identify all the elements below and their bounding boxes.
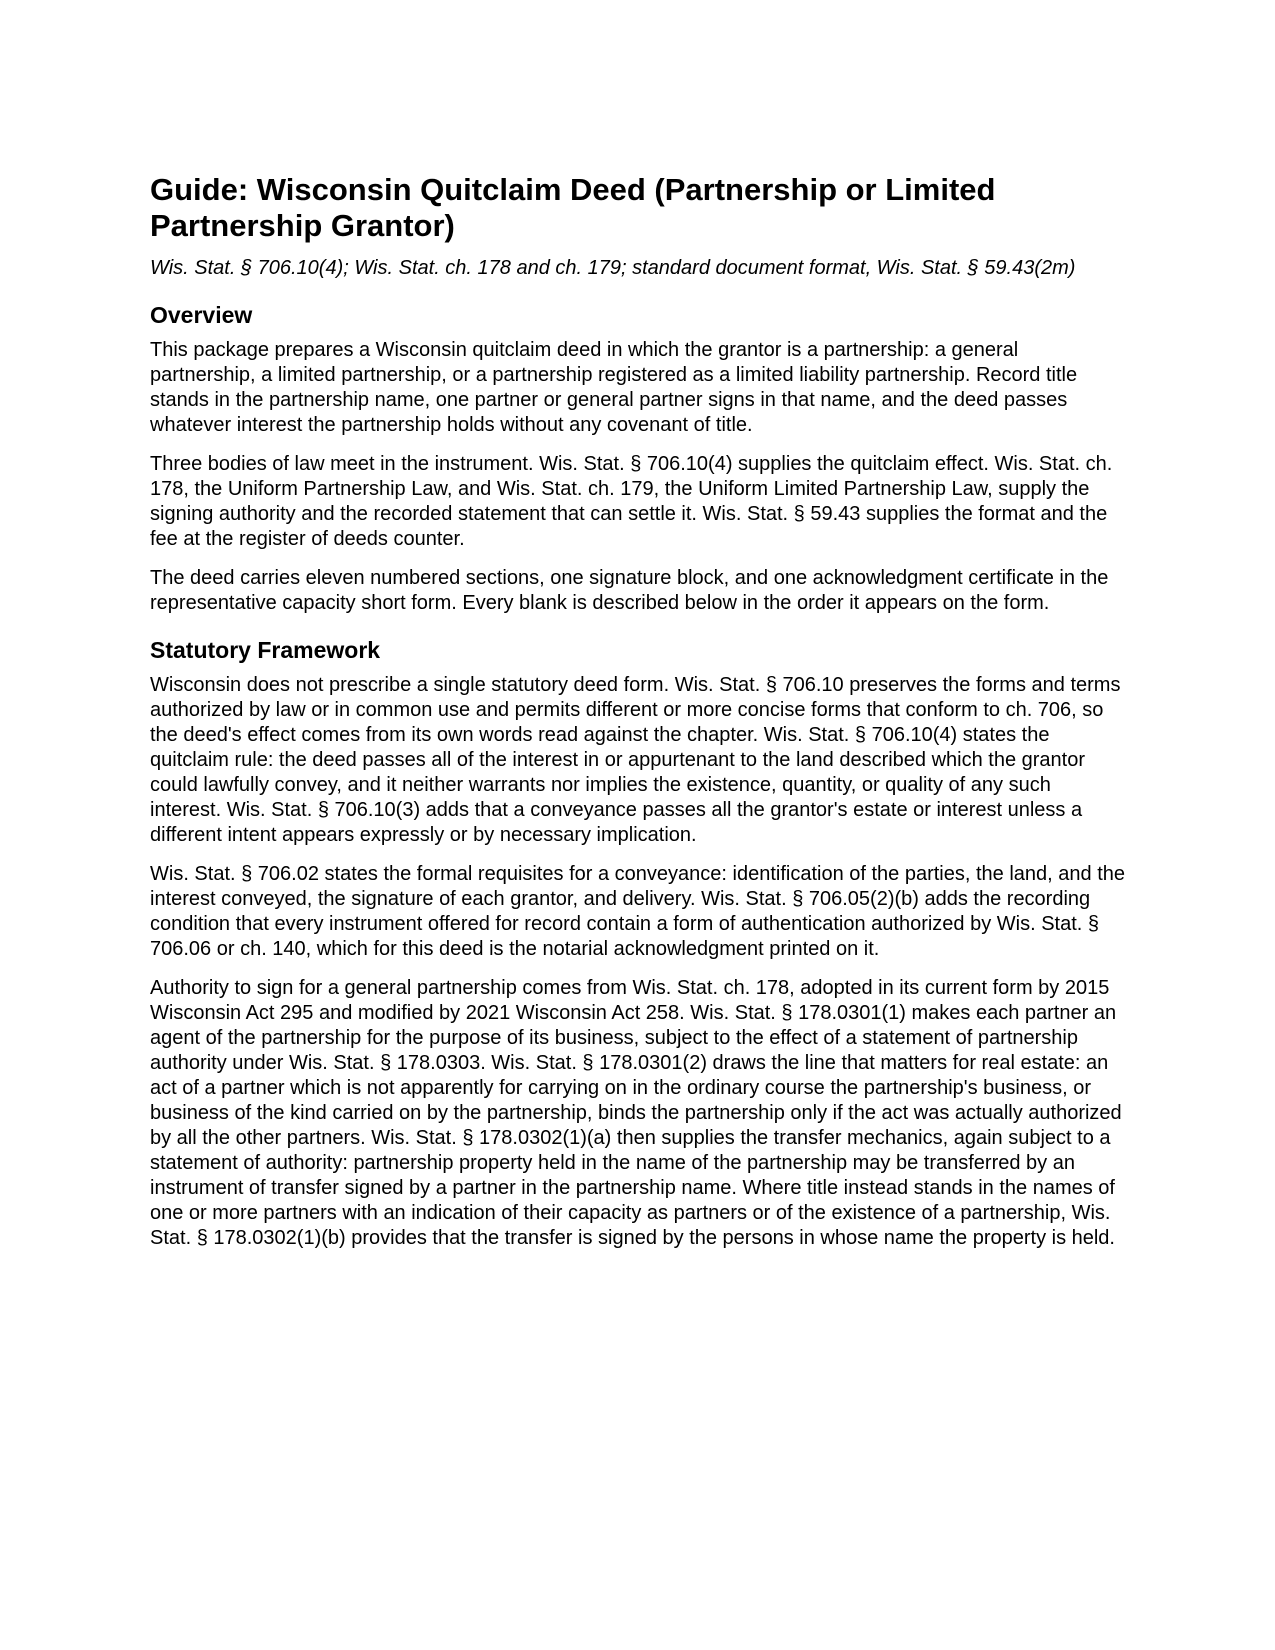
section-overview: [150, 301, 1125, 616]
statute-citation-subtitle: Wis. Stat. § 706.10(4); Wis. Stat. ch. 178 and ch. 179; standard document format, Wis. Stat. § 59.43(2m): [150, 257, 1076, 279]
paragraph: Authority to sign for a general partnership comes from Wis. Stat. ch. 178, adopted in its current form by 2015 Wisconsin Act 295 and modified by 2021 Wisconsin Act 258. Wis. Stat. § 178.0301(1) makes each partner an agent of the partnership for the purpose of its business, subject to the effect of a statement of partnership authority under Wis. Stat. § 178.0303. Wis. Stat. § 178.0301(2) draws the line that matters for real estate: an act of a partner which is not apparently for carrying on in the ordinary course the partnership's business, or business of the kind carried on by the partnership, binds the partnership only if the act was actually authorized by all the other partners. Wis. Stat. § 178.0302(1)(a) then supplies the transfer mechanics, again subject to a statement of authority: partnership property held in the name of the partnership may be transferred by an instrument of transfer signed by a partner in the partnership name. Where title instead stands in the names of one or more partners with an indication of their capacity as partners or of the existence of a partnership, Wis. Stat. § 178.0302(1)(b) provides that the transfer is signed by the persons in whose name the property is held.: [150, 977, 1122, 1249]
section-heading: Overview: [150, 302, 253, 328]
document-title: Guide: Wisconsin Quitclaim Deed (Partnership or Limited Partnership Grantor): [150, 172, 996, 243]
section-statutory-framework: [150, 636, 1125, 1251]
document-page: [150, 172, 1125, 1271]
paragraph: This package prepares a Wisconsin quitclaim deed in which the grantor is a partnership: a general partnership, a limited partnership, or a partnership registered as a limited liability partnership. Record title stands in the partnership name, one partner or general partner signs in that name, and the deed passes whatever interest the partnership holds without any covenant of title.: [150, 339, 1078, 436]
paragraph: Wis. Stat. § 706.02 states the formal requisites for a conveyance: identification of the parties, the land, and the interest conveyed, the signature of each grantor, and delivery. Wis. Stat. § 706.05(2)(b) adds the recording condition that every instrument offered for record contain a form of authentication authorized by Wis. Stat. § 706.06 or ch. 140, which for this deed is the notarial acknowledgment printed on it.: [150, 863, 1125, 960]
section-heading: Statutory Framework: [150, 637, 381, 663]
paragraph: The deed carries eleven numbered sections, one signature block, and one acknowledgment certificate in the representative capacity short form. Every blank is described below in the order it appears on the form.: [150, 567, 1109, 614]
paragraph: Three bodies of law meet in the instrument. Wis. Stat. § 706.10(4) supplies the quitclaim effect. Wis. Stat. ch. 178, the Uniform Partnership Law, and Wis. Stat. ch. 179, the Uniform Limited Partnership Law, supply the signing authority and the recorded statement that can settle it. Wis. Stat. § 59.43 supplies the format and the fee at the register of deeds counter.: [150, 453, 1113, 550]
paragraph: Wisconsin does not prescribe a single statutory deed form. Wis. Stat. § 706.10 preserves the forms and terms authorized by law or in common use and permits different or more concise forms that conform to ch. 706, so the deed's effect comes from its own words read against the chapter. Wis. Stat. § 706.10(4) states the quitclaim rule: the deed passes all of the interest in or appurtenant to the land described which the grantor could lawfully convey, and it neither warrants nor implies the existence, quantity, or quality of any such interest. Wis. Stat. § 706.10(3) adds that a conveyance passes all the grantor's estate or interest unless a different intent appears expressly or by necessary implication.: [150, 674, 1121, 846]
